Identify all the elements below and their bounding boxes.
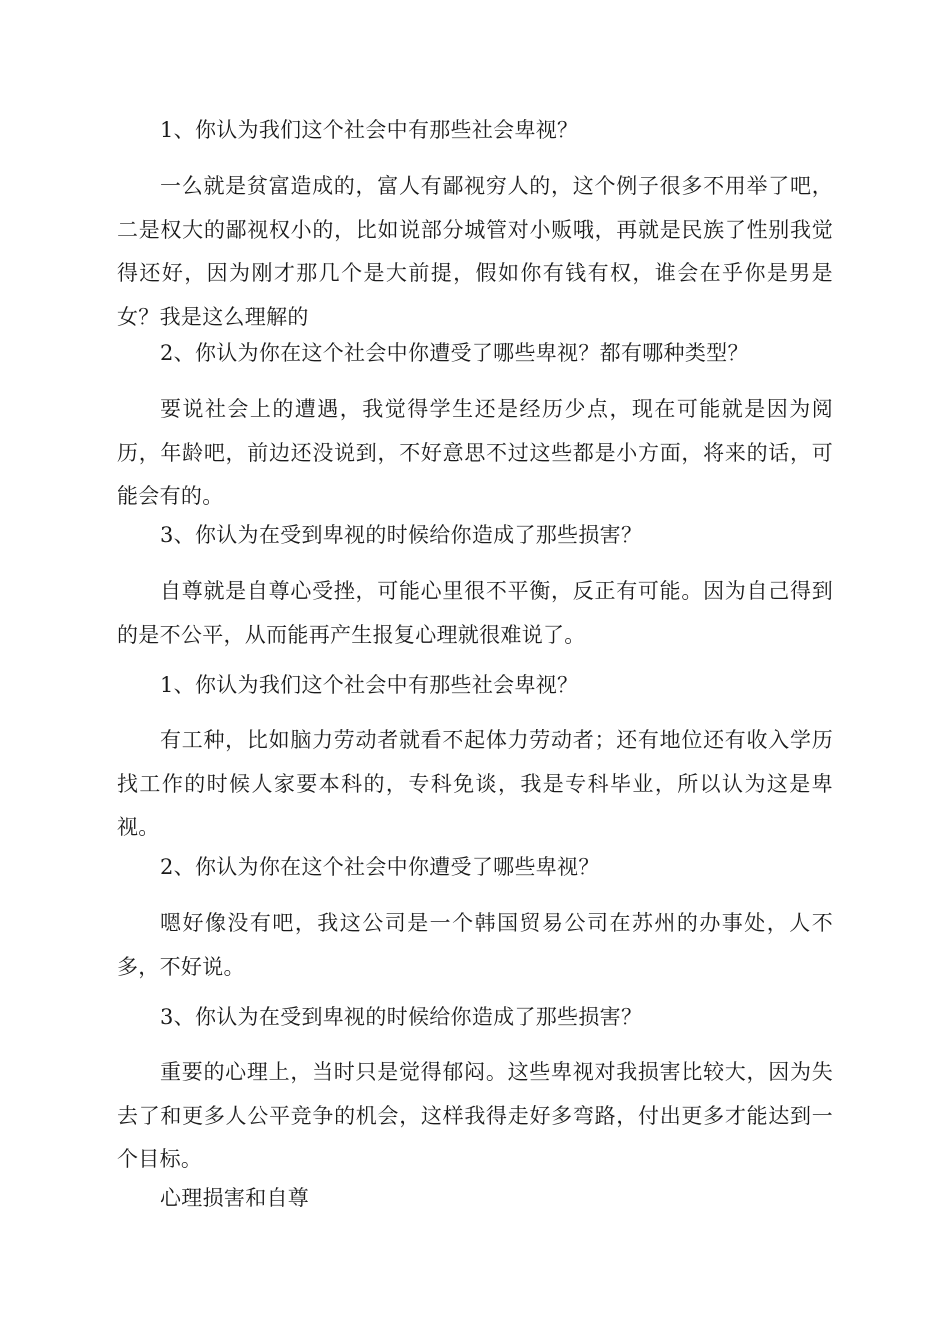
- answer-1-second: 有工种，比如脑力劳动者就看不起体力劳动者；还有地位还有收入学历找工作的时候人家要本科的，专科免谈，我是专科毕业，所以认为这是卑视。: [117, 728, 833, 839]
- question-1: 1、你认为我们这个社会中有那些社会卑视？: [160, 118, 579, 142]
- question-2: 2、你认为你在这个社会中你遭受了哪些卑视？都有哪种类型？: [160, 341, 749, 365]
- answer-3: 自尊就是自尊心受挫，可能心里很不平衡，反正有可能。因为自己得到的是不公平，从而能再产生报复心理就很难说了。: [117, 579, 833, 647]
- answer-2-second: 嗯好像没有吧，我这公司是一个韩国贸易公司在苏州的办事处，人不多，不好说。: [117, 911, 833, 979]
- question-2-second: 2、你认为你在这个社会中你遭受了哪些卑视？: [160, 855, 600, 879]
- closing-line: 心理损害和自尊: [160, 1186, 310, 1210]
- question-3: 3、你认为在受到卑视的时候给你造成了那些损害？: [160, 523, 643, 547]
- question-3-second: 3、你认为在受到卑视的时候给你造成了那些损害？: [160, 1005, 643, 1029]
- answer-2: 要说社会上的遭遇，我觉得学生还是经历少点，现在可能就是因为阅历，年龄吧，前边还没说到，不好意思不过这些都是小方面，将来的话，可能会有的。: [117, 397, 833, 508]
- question-1-second: 1、你认为我们这个社会中有那些社会卑视？: [160, 673, 579, 697]
- answer-1: 一么就是贫富造成的，富人有鄙视穷人的，这个例子很多不用举了吧，二是权大的鄙视权小的，比如说部分城管对小贩哦，再就是民族了性别我觉得还好，因为刚才那几个是大前提，假如你有钱有权，谁会在乎你是男是女？我是这么理解的: [117, 174, 833, 329]
- answer-3-second: 重要的心理上，当时只是觉得郁闷。这些卑视对我损害比较大，因为失去了和更多人公平竞争的机会，这样我得走好多弯路，付出更多才能达到一个目标。: [117, 1060, 833, 1171]
